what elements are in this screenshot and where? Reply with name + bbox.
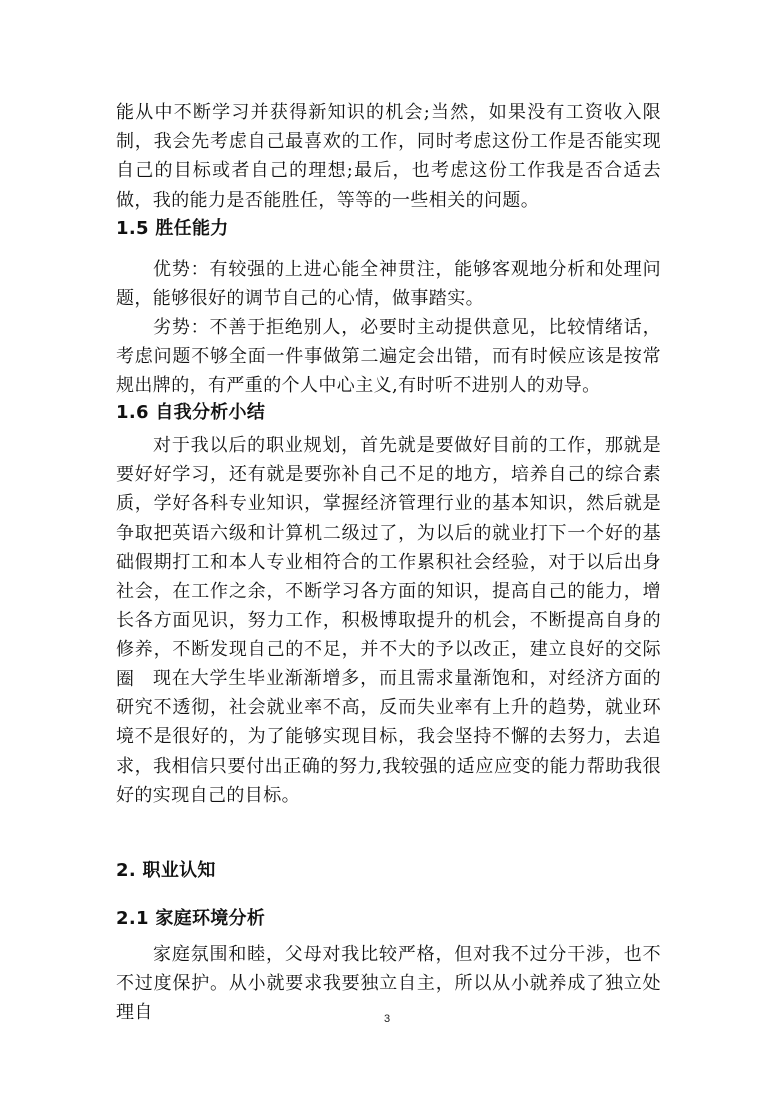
page-number: 3 (383, 1013, 391, 1025)
paragraph-family-text: 家庭氛围和睦，父母对我比较严格，但对我不过分干涉，也不不过度保护。从小就要求我要独立自主，所以从小就养成了独立处理自 (116, 944, 661, 1024)
chapter-heading-2: 2. 职业认知 (116, 860, 216, 881)
paragraph-summary-1 (116, 431, 661, 694)
paragraph-intro-text: 能从中不断学习并获得新知识的机会;当然，如果没有工资收入限制，我会先考虑自己最喜欢的工作，同时考虑这份工作是否能实现自己的目标或者自己的理想;最后，也考虑这份工作我是否合适去做，我的能力是否能胜任，等等的一些相关的问题。 (116, 102, 661, 211)
section-heading-1-5: 1.5 胜任能力 (116, 218, 229, 239)
section-heading-2-1: 2.1 家庭环境分析 (116, 908, 266, 929)
section-heading-1-6: 1.6 自我分析小结 (116, 402, 266, 423)
paragraph-strengths-text: 优势：有较强的上进心能全神贯注，能够客观地分析和处理问题，能够很好的调节自己的心情，做事踏实。 (116, 259, 661, 310)
paragraph-intro (116, 98, 661, 215)
paragraph-summary-1-text: 对于我以后的职业规划，首先就是要做好目前的工作，那就是要好好学习，还有就是要弥补自己不足的地方，培养自己的综合素质，学好各科专业知识，掌握经济管理行业的基本知识，然后就是争取把英语六级和计算机二级过了，为以后的就业打下一个好的基础假期打工和本人专业相符合的工作累积社会经验，对于以后出身社会，在工作之余，不断学习各方面的知识，提高自己的能力，增长各方面见识，努力工作，积极博取提升的机会，不断提高自身的修养，不断发现自己的不足，并不大的予以改正，建立良好的交际圈 (116, 435, 661, 690)
paragraph-weaknesses (116, 313, 661, 401)
paragraph-summary-2-text: 现在大学生毕业渐渐增多，而且需求量渐饱和，对经济方面的研究不透彻，社会就业率不高，反而失业率有上升的趋势，就业环境不是很好的，为了能够实现目标，我会坚持不懈的去努力，去追求，我相信只要付出正确的努力,我较强的适应应变的能力帮助我很好的实现自己的目标。 (116, 668, 661, 806)
paragraph-weaknesses-text: 劣势：不善于拒绝别人，必要时主动提供意见，比较情绪话，考虑问题不够全面一件事做第二遍定会出错，而有时候应该是按常规出牌的，有严重的个人中心主义,有时听不进别人的劝导。 (116, 317, 661, 397)
paragraph-strengths (116, 255, 661, 313)
paragraph-summary-2 (116, 664, 661, 810)
